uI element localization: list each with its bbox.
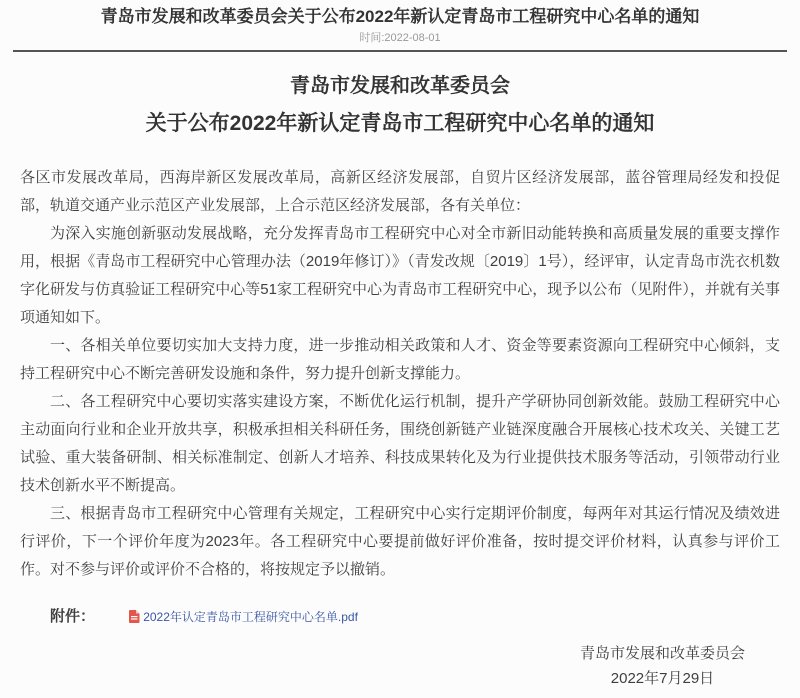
- article-org-title: 青岛市发展和改革委员会: [290, 75, 510, 97]
- attachment-file-name: 2022年认定青岛市工程研究中心名单.pdf: [143, 610, 358, 624]
- page-header-title: 青岛市发展和改革委员会关于公布2022年新认定青岛市工程研究中心名单的通知: [100, 7, 700, 26]
- signature-date: 2022年7月29日: [610, 670, 715, 687]
- signature-org: 青岛市发展和改革委员会: [579, 645, 745, 662]
- recipients-paragraph: 各区市发展改革局，西海岸新区发展改革局，高新区经济发展部，自贸片区经济发展部，蓝谷管理局经发和投促部，轨道交通产业示范区产业发展部，上合示范区经济发展部，各有关单位：: [20, 169, 780, 214]
- header-divider: [13, 50, 787, 52]
- attachment-label: 附件：: [50, 608, 96, 625]
- publish-time: 时间:2022-08-01: [359, 32, 441, 44]
- attachment-row: [20, 606, 780, 630]
- item-2-paragraph: 二、各工程研究中心要切实落实建设方案，不断优化运行机制，提升产学研协同创新效能。鼓励工程研究中心主动面向行业和企业开放共享，积极承担相关科研任务，围绕创新链产业链深度融合开展核心技术攻关、关键工艺试验、重大装备研制、相关标准制定、创新人才培养、科技成果转化及为行业提供技术服务等活动，引领带动行业技术创新水平不断提高。: [20, 393, 780, 494]
- signature-block: [580, 643, 745, 690]
- attachment-link[interactable]: [99, 610, 358, 624]
- pdf-file-icon: [99, 608, 140, 630]
- article-body: [20, 164, 780, 584]
- intro-paragraph: 为深入实施创新驱动发展战略，充分发挥青岛市工程研究中心对全市新旧动能转换和高质量发展的重要支撑作用，根据《青岛市工程研究中心管理办法（2019年修订）》（青发改规〔2019〕1号），经评审，认定青岛市洗衣机数字化研发与仿真验证工程研究中心等51家工程研究中心为青岛市工程研究中心，现予以公布（见附件），并就有关事项通知如下。: [20, 225, 780, 326]
- item-3-paragraph: 三、根据青岛市工程研究中心管理有关规定，工程研究中心实行定期评价制度，每两年对其运行情况及绩效进行评价，下一个评价年度为2023年。各工程研究中心要提前做好评价准备，按时提交评价材料，认真参与评价工作。对不参与评价或评价不合格的，将按规定予以撤销。: [20, 505, 780, 578]
- item-1-paragraph: 一、各相关单位要切实加大支持力度，进一步推动相关政策和人才、资金等要素资源向工程研究中心倾斜，支持工程研究中心不断完善研发设施和条件，努力提升创新支撑能力。: [20, 337, 780, 382]
- article-subject-title: 关于公布2022年新认定青岛市工程研究中心名单的通知: [145, 112, 655, 135]
